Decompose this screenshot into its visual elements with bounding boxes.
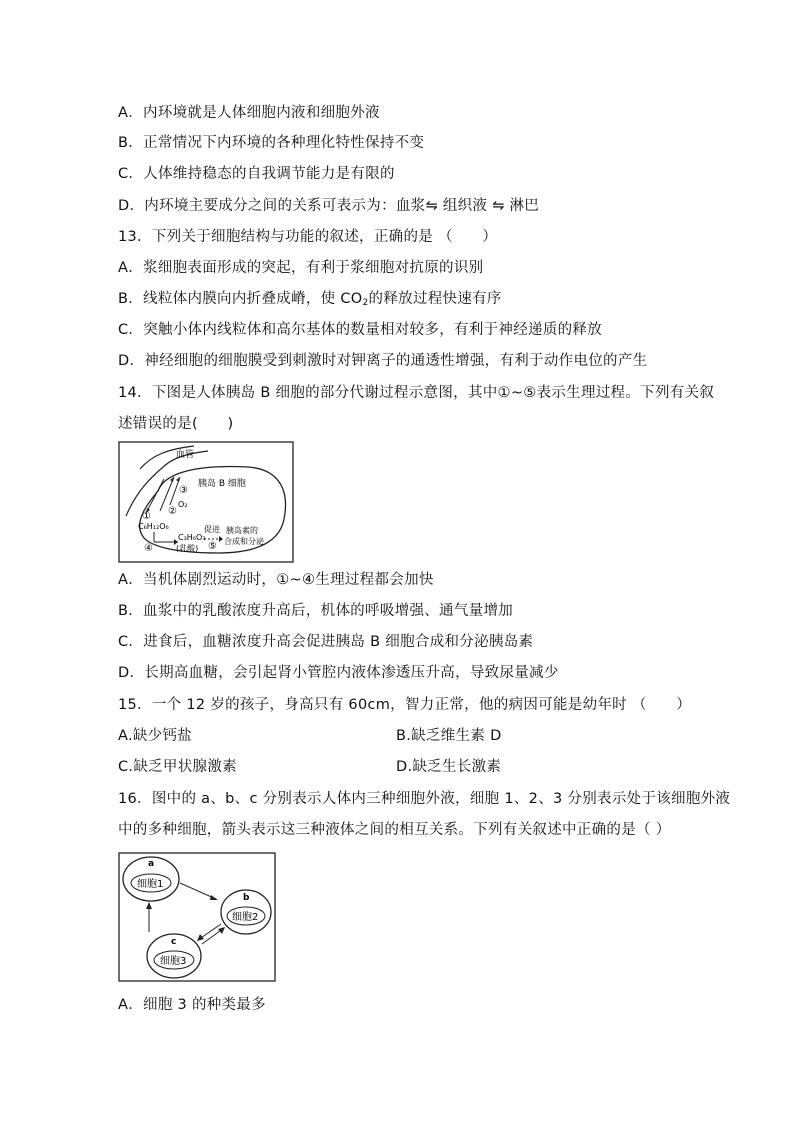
option-13d: D．神经细胞的细胞膜受到刺激时对钾离子的通透性增强，有利于动作电位的产生 <box>118 353 648 369</box>
pancreatic-b-cell-figure <box>118 441 294 567</box>
vessel-label: 血管 <box>176 450 195 460</box>
option-14c: C．进食后，血糖浓度升高会促进胰岛 B 细胞合成和分泌胰岛素 <box>118 634 534 650</box>
fluid-b-label: b <box>243 893 250 903</box>
process-3: ③ <box>179 485 188 496</box>
option-12b: B．正常情况下内环境的各种理化特性保持不变 <box>118 135 425 151</box>
option-15c: C.缺乏甲状腺激素 <box>118 759 237 775</box>
option-15b: B.缺乏维生素 D <box>396 728 502 744</box>
promote-label: 促进 <box>204 525 220 534</box>
lactate-label: C₃H₆O₃ <box>178 533 206 542</box>
cell-3-label: 细胞3 <box>160 956 187 967</box>
question-16-stem-line2: 中的多种细胞，箭头表示这三种液体之间的相互关系。下列有关叙述中正确的是（ ） <box>118 822 671 838</box>
option-14d: D．长期高血糖，会引起肾小管腔内液体渗透压升高，导致尿量减少 <box>118 665 559 681</box>
question-13-stem: 13．下列关于细胞结构与功能的叙述，正确的是 （ ） <box>118 229 498 245</box>
option-12a: A．内环境就是人体细胞内液和细胞外液 <box>118 105 380 121</box>
result-line2: 合成和分泌 <box>224 537 264 546</box>
result-line1: 胰岛素的 <box>226 526 258 535</box>
process-2: ② <box>168 506 177 517</box>
question-16-stem-line1: 16．图中的 a、b、c 分别表示人体内三种细胞外液，细胞 1、2、3 分别表示处于该细胞外液 <box>118 791 731 807</box>
lactate-name: (乳酸) <box>176 544 199 553</box>
process-5: ⑤ <box>208 541 217 552</box>
option-13c: C．突触小体内线粒体和高尔基体的数量相对较多，有利于神经递质的释放 <box>118 322 603 338</box>
process-4: ④ <box>144 543 153 554</box>
option-14b: B．血浆中的乳酸浓度升高后，机体的呼吸增强、通气量增加 <box>118 603 514 619</box>
question-14-stem-line1: 14．下图是人体胰岛 B 细胞的部分代谢过程示意图，其中①~⑤表示生理过程。下列有关叙 <box>118 385 715 401</box>
cell-label: 胰岛 B 细胞 <box>198 479 246 489</box>
body-fluid-figure <box>118 852 276 986</box>
option-15d: D.缺乏生长激素 <box>396 759 502 775</box>
glucose-label: C₆H₁₂O₆ <box>138 522 169 531</box>
fluid-a-label: a <box>148 859 155 869</box>
option-12d: D．内环境主要成分之间的关系可表示为：血浆⇋ 组织液 ⇋ 淋巴 <box>118 198 540 214</box>
cell-1-label: 细胞1 <box>137 879 164 890</box>
option-13a: A．浆细胞表面形成的突起，有利于浆细胞对抗原的识别 <box>118 260 484 276</box>
fluid-c-label: c <box>171 937 177 947</box>
option-16a: A．细胞 3 的种类最多 <box>118 997 266 1013</box>
option-13b-post: 的释放过程快速有序 <box>368 291 502 307</box>
option-13b-sub: 2 <box>362 298 369 308</box>
option-13b-pre: B．线粒体内膜向内折叠成嵴，使 CO <box>118 291 363 307</box>
option-13b <box>118 289 502 313</box>
process-1: ① <box>142 511 151 522</box>
option-15a: A.缺少钙盐 <box>118 728 193 744</box>
o2-label: O₂ <box>178 500 188 509</box>
option-14a: A．当机体剧烈运动时，①~④生理过程都会加快 <box>118 572 434 588</box>
question-14-stem-line2: 述错误的是( ) <box>118 416 234 432</box>
option-12c: C．人体维持稳态的自我调节能力是有限的 <box>118 166 395 182</box>
question-15-stem: 15．一个 12 岁的孩子，身高只有 60cm，智力正常，他的病因可能是幼年时 （ ） <box>118 697 692 713</box>
cell-2-label: 细胞2 <box>232 912 259 923</box>
